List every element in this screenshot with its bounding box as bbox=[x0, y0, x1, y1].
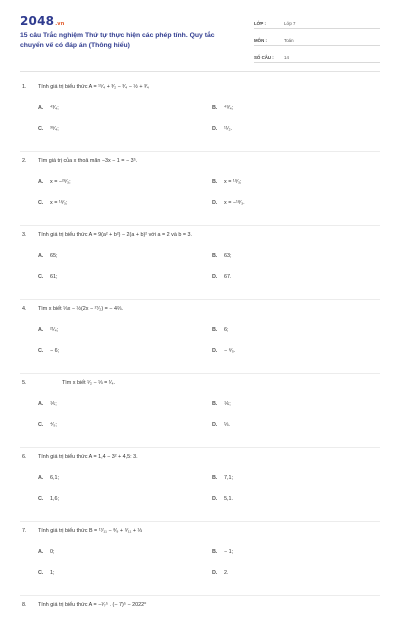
option-text: ²¹⁄₄; bbox=[50, 327, 59, 333]
option-c[interactable]: C. − 6; bbox=[38, 348, 60, 354]
option-text: ⁴³⁄₄; bbox=[50, 105, 59, 111]
option-b[interactable]: B. − 1; bbox=[212, 549, 234, 555]
option-d[interactable]: D. 67. bbox=[212, 274, 232, 280]
meta-grade-label: LỚP : bbox=[254, 21, 266, 26]
question-stem bbox=[22, 380, 372, 386]
question-list bbox=[20, 78, 380, 626]
option-c[interactable]: C. x = ¹⁶⁄₃; bbox=[38, 200, 68, 206]
option-c[interactable]: C. 61; bbox=[38, 274, 58, 280]
meta-grade-value: Lớp 7 bbox=[284, 21, 296, 26]
question-text: Tính giá trị biểu thức A = −¹⁄₇⁵ . (− 7)⁵ − 2022⁰ bbox=[38, 602, 147, 608]
option-a[interactable]: A. 65; bbox=[38, 253, 58, 259]
option-text: 1; bbox=[50, 570, 55, 576]
question-number: 1. bbox=[22, 84, 27, 90]
question-text: Tìm x biết ¹⁄₂ − ⅓ = ¹⁄₄. bbox=[62, 380, 116, 386]
option-a[interactable]: A. ²¹⁄₄; bbox=[38, 327, 59, 333]
question-stem bbox=[22, 528, 372, 534]
question-stem bbox=[22, 454, 372, 460]
option-text: 63; bbox=[224, 253, 232, 259]
option-text: 2. bbox=[224, 570, 229, 576]
option-b[interactable]: B. x = ¹⁹⁄₃; bbox=[212, 179, 242, 185]
question-stem bbox=[22, 232, 372, 238]
option-text: ⅕; bbox=[50, 401, 57, 407]
question-7 bbox=[20, 522, 380, 596]
meta-subject-label: MÔN : bbox=[254, 38, 267, 43]
meta-count bbox=[254, 48, 380, 63]
question-number: 6. bbox=[22, 454, 27, 460]
option-text: 65; bbox=[50, 253, 58, 259]
option-d[interactable]: D. − ⁶⁄₅. bbox=[212, 348, 236, 354]
header-divider bbox=[20, 71, 380, 72]
document-title: 15 câu Trắc nghiệm Thứ tự thực hiện các phép tính. Quy tắc chuyển vế có đáp án (Thông hiểu) bbox=[20, 32, 215, 49]
option-text: x = −²⁶⁄₃; bbox=[50, 179, 71, 185]
question-text: Tính giá trị biểu thức A = 1,4 − 3² + 4,5: 3. bbox=[38, 454, 138, 460]
question-text: Tính giá trị biểu thức A = ¹⁵⁄₄ + ³⁄₂ − ³⁄₄ − ½ + ³⁄₄ bbox=[38, 84, 149, 90]
document-meta bbox=[254, 14, 380, 65]
option-text: ⅙; bbox=[224, 401, 231, 407]
option-b[interactable]: B. ⁴⁹⁄₄; bbox=[212, 105, 234, 111]
option-c[interactable]: C. 1,6; bbox=[38, 496, 59, 502]
question-5 bbox=[20, 374, 380, 448]
option-text: − 6; bbox=[50, 348, 60, 354]
logo-domain: .vn bbox=[55, 21, 65, 27]
meta-subject-value: Toán bbox=[284, 38, 294, 43]
option-text: 0; bbox=[50, 549, 55, 555]
option-b[interactable]: B. 6; bbox=[212, 327, 229, 333]
option-text: x = −¹⁸⁄₃. bbox=[224, 200, 245, 206]
meta-count-label: SỐ CÂU : bbox=[254, 55, 274, 60]
option-c[interactable]: C. ³⁹⁄₄; bbox=[38, 126, 59, 132]
option-text: ¹¹⁄₂. bbox=[224, 126, 233, 132]
option-text: ⁴⁹⁄₄; bbox=[224, 105, 234, 111]
meta-subject bbox=[254, 31, 380, 46]
option-b[interactable]: B. 63; bbox=[212, 253, 232, 259]
question-number: 3. bbox=[22, 232, 27, 238]
option-text: 7,1; bbox=[224, 475, 233, 481]
question-1 bbox=[20, 78, 380, 152]
question-3 bbox=[20, 226, 380, 300]
question-number: 7. bbox=[22, 528, 27, 534]
question-text: Tính giá trị biểu thức A = 9(a² + b²) − 2(a + b)² với a = 2 và b = 3. bbox=[38, 232, 192, 238]
site-logo[interactable] bbox=[20, 14, 65, 28]
question-number: 4. bbox=[22, 306, 27, 312]
question-number: 5. bbox=[22, 380, 27, 386]
question-text: Tính giá trị biểu thức B = ¹⁷⁄₁₁ − ⁸⁄₉ + ⁵⁄₁₁ + ⅓ bbox=[38, 528, 142, 534]
option-d[interactable]: D. ¹¹⁄₂. bbox=[212, 126, 233, 132]
option-text: x = ¹⁹⁄₃; bbox=[224, 179, 242, 185]
question-text: Tìm x biết ⅓x − ½(2x − ²⁷⁄₂) = − 4⅔. bbox=[38, 306, 123, 312]
option-text: x = ¹⁶⁄₃; bbox=[50, 200, 68, 206]
option-text: 67. bbox=[224, 274, 232, 280]
question-stem bbox=[22, 602, 372, 608]
question-text: Tìm giá trị của x thoả mãn −3x − 1 = − 3⁵. bbox=[38, 158, 138, 164]
question-stem bbox=[22, 84, 372, 90]
question-stem bbox=[22, 158, 372, 164]
option-a[interactable]: A. ⁴³⁄₄; bbox=[38, 105, 59, 111]
option-text: ⁴⁄₅; bbox=[50, 422, 57, 428]
option-text: ³⁹⁄₄; bbox=[50, 126, 59, 132]
option-text: − 1; bbox=[224, 549, 234, 555]
question-stem bbox=[22, 306, 372, 312]
option-c[interactable]: C. ⁴⁄₅; bbox=[38, 422, 57, 428]
option-d[interactable]: D. ⅓. bbox=[212, 422, 230, 428]
option-c[interactable]: C. 1; bbox=[38, 570, 55, 576]
question-number: 8. bbox=[22, 602, 27, 608]
meta-grade bbox=[254, 14, 380, 29]
option-d[interactable]: D. 5,1. bbox=[212, 496, 233, 502]
question-4 bbox=[20, 300, 380, 374]
option-text: − ⁶⁄₅. bbox=[224, 348, 236, 354]
option-text: 1,6; bbox=[50, 496, 59, 502]
option-b[interactable]: B. 7,1; bbox=[212, 475, 233, 481]
option-a[interactable]: A. 6,1; bbox=[38, 475, 59, 481]
question-2 bbox=[20, 152, 380, 226]
question-number: 2. bbox=[22, 158, 27, 164]
option-text: 6,1; bbox=[50, 475, 59, 481]
option-a[interactable]: A. ⅕; bbox=[38, 401, 57, 407]
question-8 bbox=[20, 596, 380, 626]
logo-text: 2048 bbox=[20, 14, 55, 28]
option-a[interactable]: A. 0; bbox=[38, 549, 55, 555]
meta-count-value: 14 bbox=[284, 55, 289, 60]
option-a[interactable]: A. x = −²⁶⁄₃; bbox=[38, 179, 71, 185]
option-text: 6; bbox=[224, 327, 229, 333]
option-text: 61; bbox=[50, 274, 58, 280]
option-b[interactable]: B. ⅙; bbox=[212, 401, 231, 407]
option-d[interactable]: D. x = −¹⁸⁄₃. bbox=[212, 200, 245, 206]
option-text: 5,1. bbox=[224, 496, 233, 502]
question-6 bbox=[20, 448, 380, 522]
option-text: ⅓. bbox=[224, 422, 230, 428]
option-d[interactable]: D. 2. bbox=[212, 570, 229, 576]
